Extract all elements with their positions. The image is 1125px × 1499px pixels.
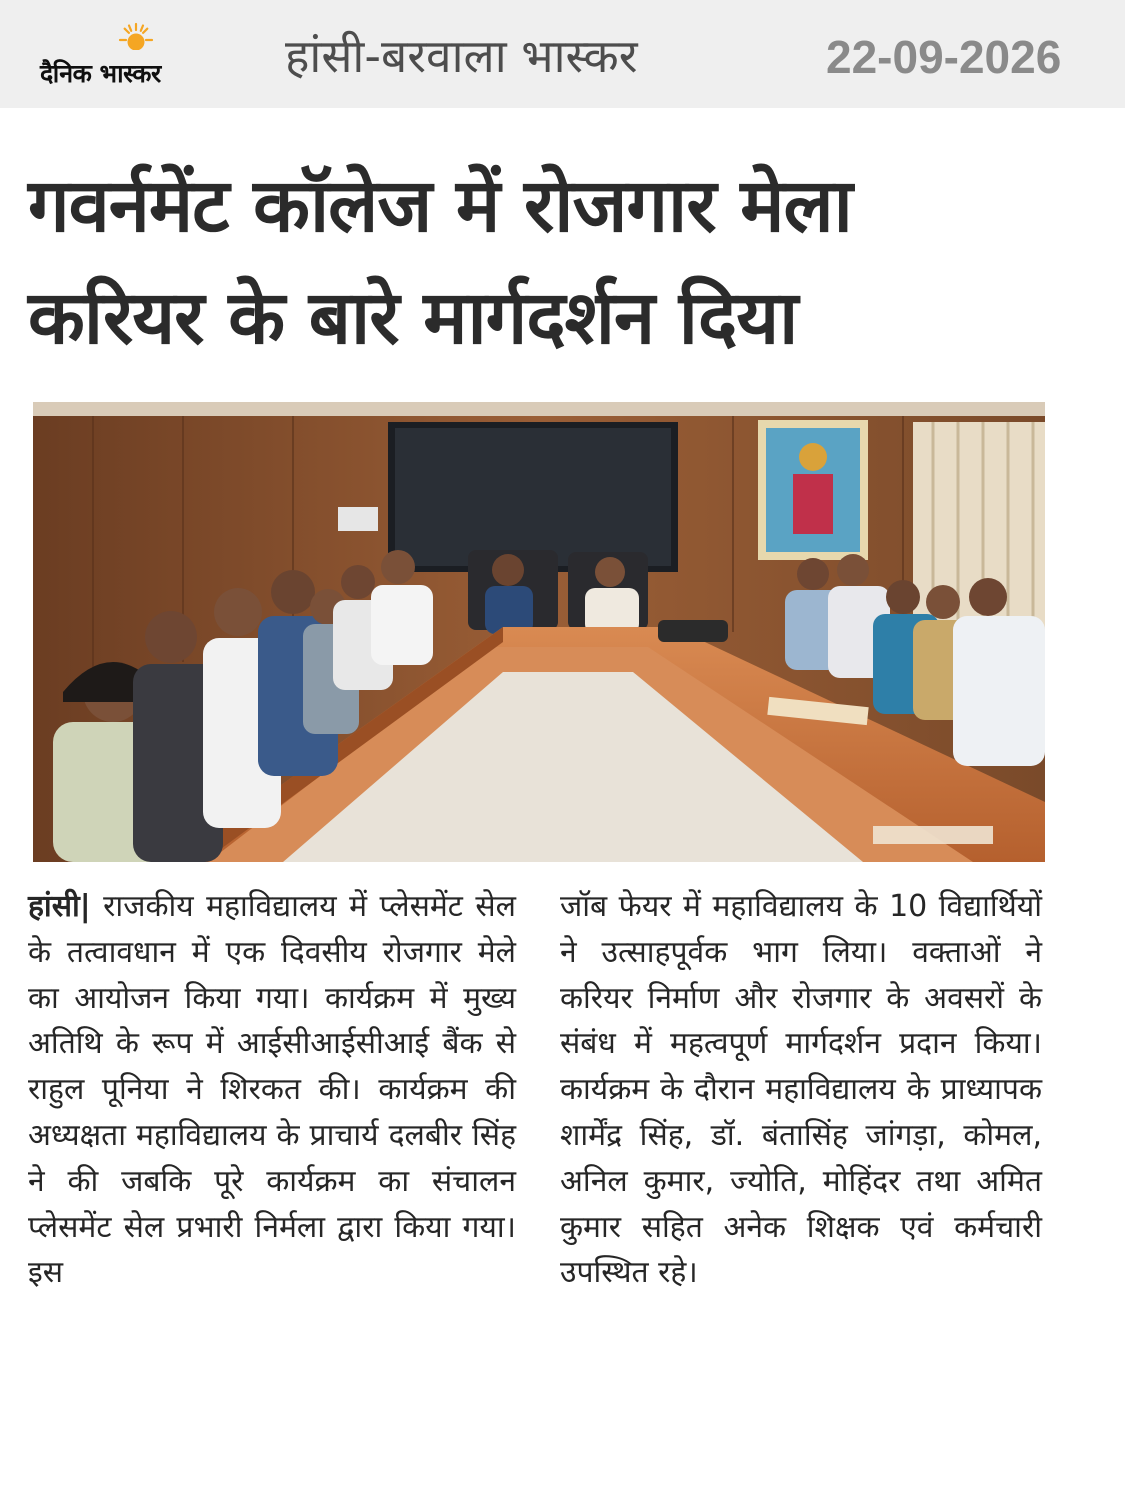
edition-name: हांसी-बरवाला भास्कर xyxy=(285,29,638,83)
headline xyxy=(28,150,1028,374)
group-photo-icon xyxy=(33,402,1045,862)
article-column-1 xyxy=(28,884,516,1296)
article-column-2: जॉब फेयर में महाविद्यालय के 10 विद्यार्थियों ने उत्साहपूर्वक भाग लिया। वक्ताओं ने करियर निर्माण और रोजगार के अवसरों के संबंध में महत्वपूर्ण मार्गदर्शन प्रदान किया। कार्यक्रम के दौरान महाविद्यालय के प्राध्यापक शार्मेंद्र सिंह, डॉ. बंतासिंह जांगड़ा, कोमल, अनिल कुमार, ज्योति, मोहिंदर तथा अमित कुमार सहित अनेक शिक्षक एवं कर्मचारी उपस्थित रहे। xyxy=(560,889,1042,1291)
headline-line-1: गवर्नमेंट कॉलेज में रोजगार मेला xyxy=(28,163,852,249)
sun-icon xyxy=(118,22,154,58)
article-dateline: हांसी| xyxy=(28,889,91,924)
news-photo xyxy=(33,402,1045,862)
publication-date: 22-09-2026 xyxy=(826,31,1062,83)
masthead xyxy=(0,0,1125,108)
newspaper-logo xyxy=(40,22,240,92)
article-body xyxy=(28,884,1048,1474)
article-column-1-text: राजकीय महाविद्यालय में प्लेसमेंट सेल के तत्वावधान में एक दिवसीय रोजगार मेले का आयोजन किया गया। कार्यक्रम में मुख्य अतिथि के रूप में आईसीआईसीआई बैंक से राहुल पूनिया ने शिरकत की। कार्यक्रम की अध्यक्षता महाविद्यालय के प्राचार्य दलबीर सिंह ने की जबकि पूरे कार्यक्रम का संचालन प्लेसमेंट सेल प्रभारी निर्मला द्वारा किया गया। इस xyxy=(28,889,516,1291)
headline-line-2: करियर के बारे मार्गदर्शन दिया xyxy=(28,275,798,361)
logo-wordmark: दैनिक भास्कर xyxy=(40,59,161,88)
